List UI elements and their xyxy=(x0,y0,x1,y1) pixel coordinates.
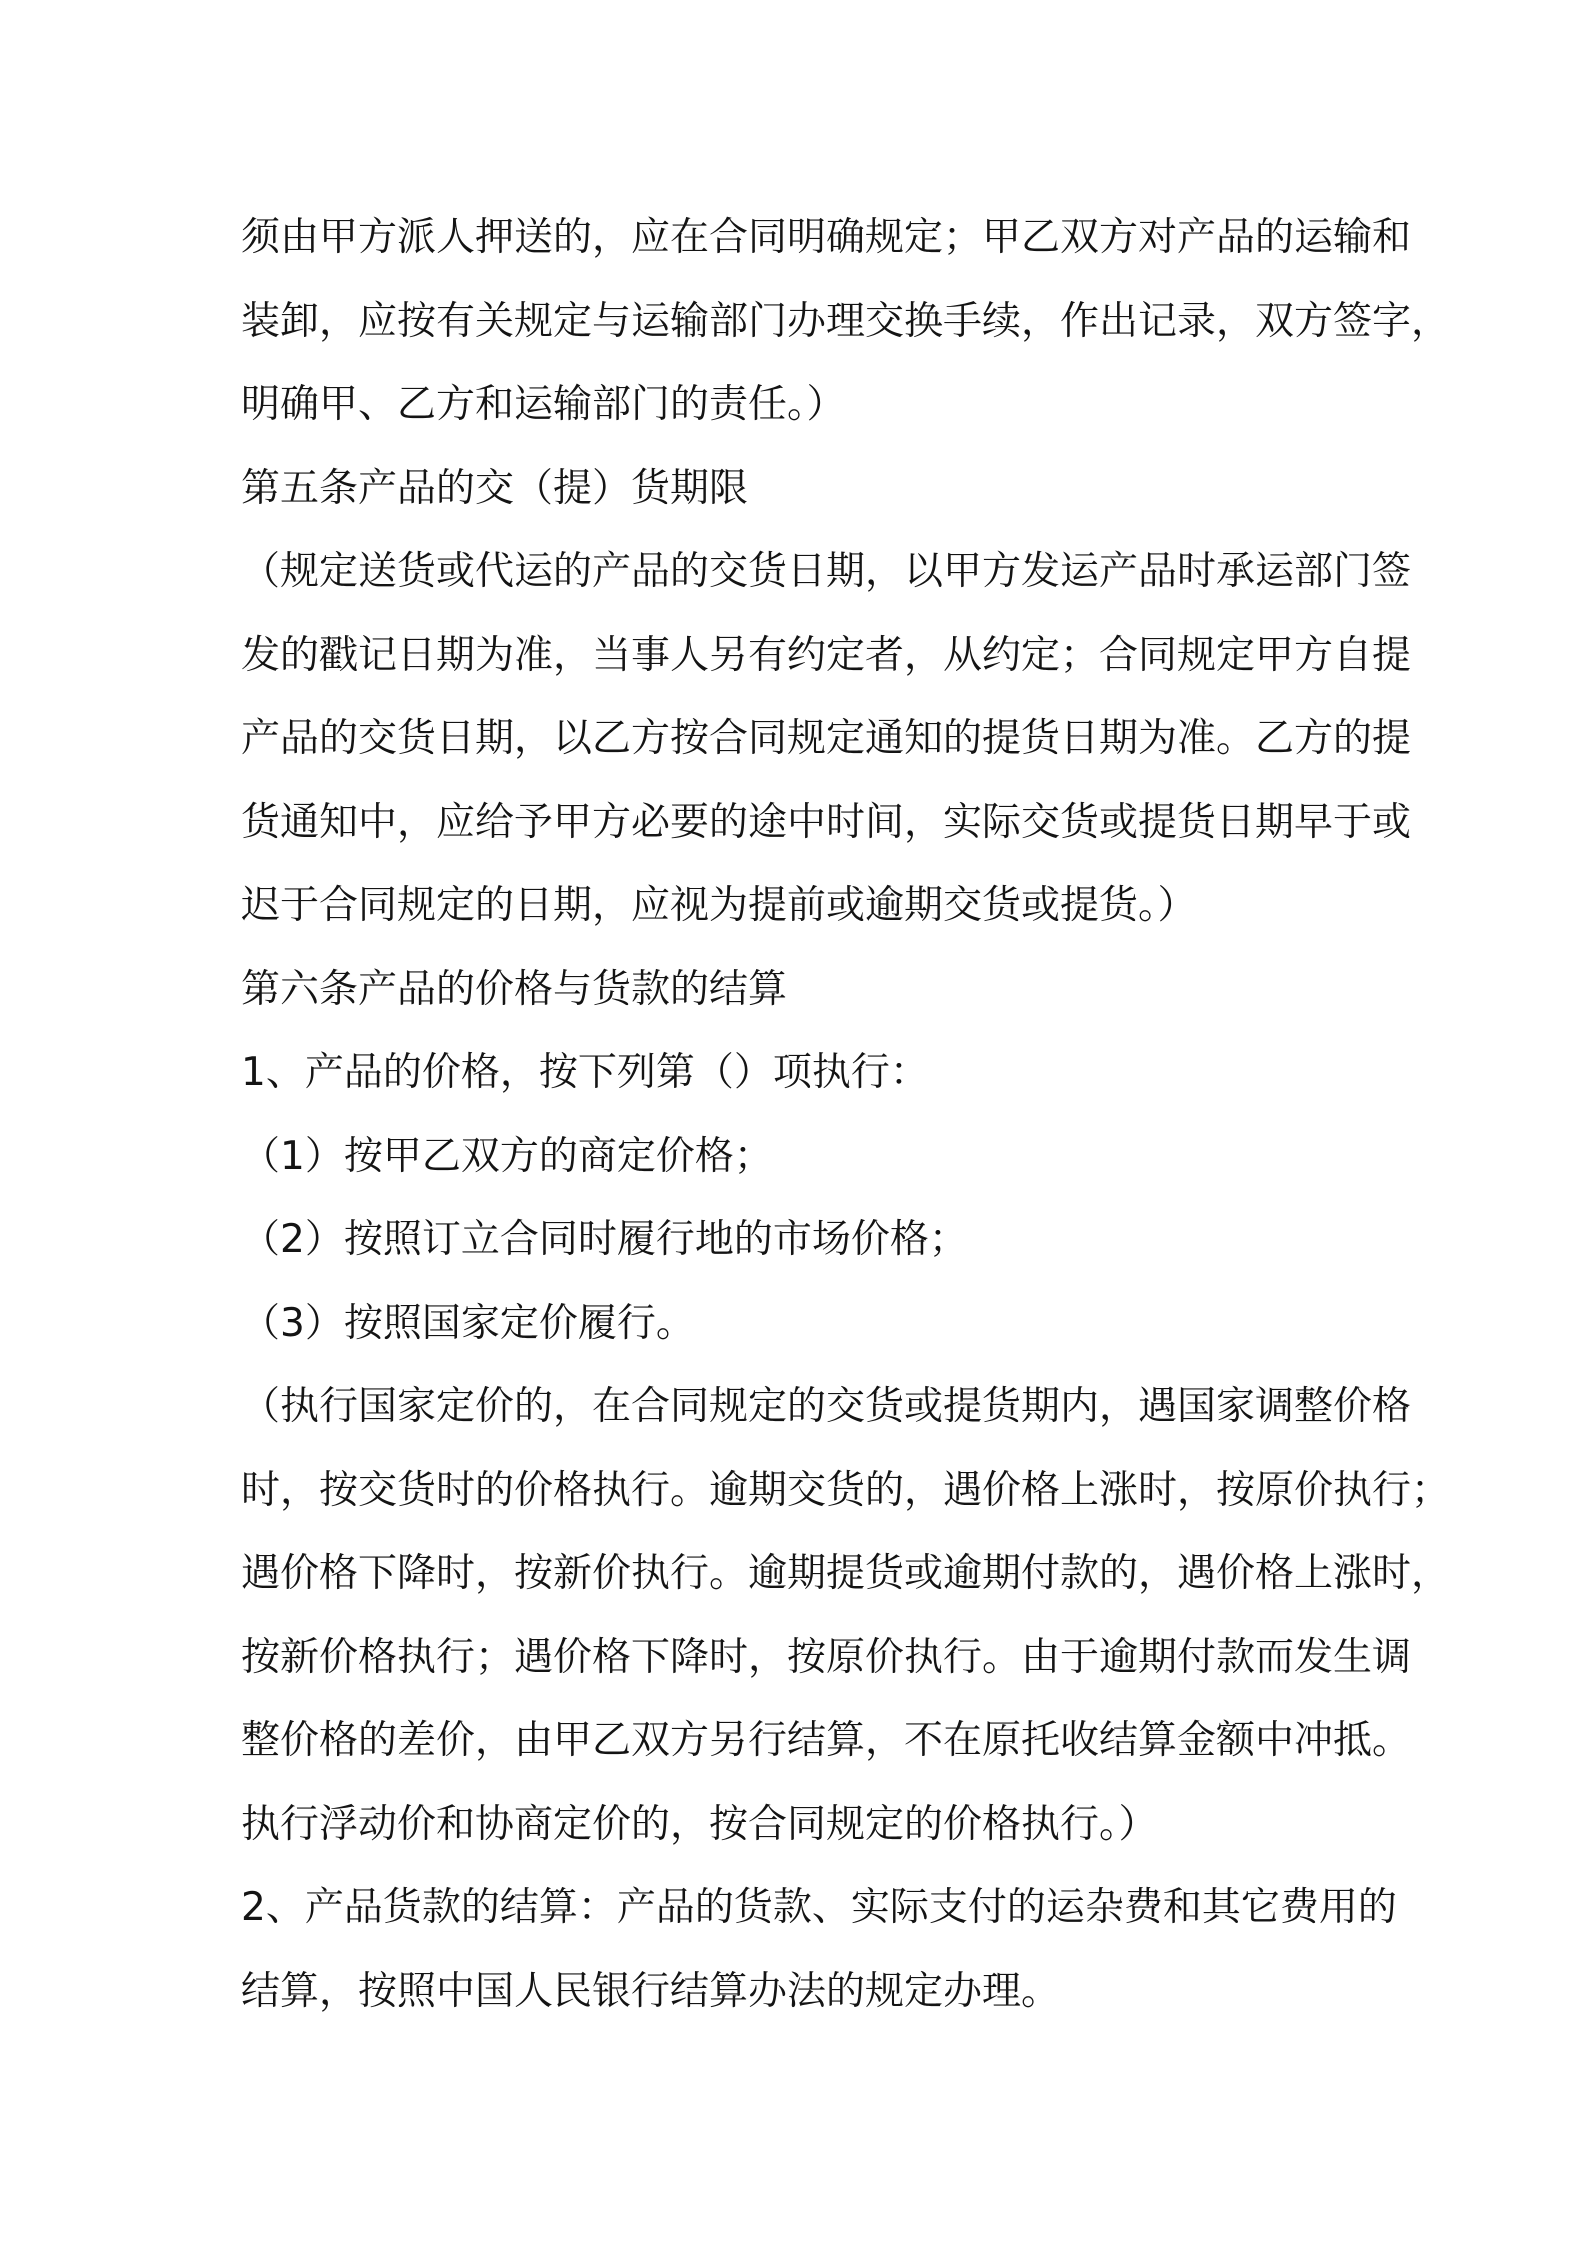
paragraph-line: 货通知中，应给予甲方必要的途中时间，实际交货或提货日期早于或 xyxy=(241,799,1412,845)
paragraph-line: 发的戳记日期为准，当事人另有约定者，从约定；合同规定甲方自提 xyxy=(241,632,1412,678)
paragraph-line: 结算，按照中国人民银行结算办法的规定办理。 xyxy=(241,1968,1061,2014)
paragraph-line: 遇价格下降时，按新价执行。逾期提货或逾期付款的，遇价格上涨时， xyxy=(241,1551,1451,1596)
list-item: （3）按照国家定价履行。 xyxy=(241,1300,695,1346)
list-item: （1）按甲乙双方的商定价格； xyxy=(241,1133,773,1179)
document-body xyxy=(241,196,1451,2033)
section-heading: 第五条产品的交（提）货期限 xyxy=(241,465,749,511)
list-item: （2）按照订立合同时履行地的市场价格； xyxy=(241,1217,968,1262)
paragraph-line: 装卸，应按有关规定与运输部门办理交换手续，作出记录，双方签字， xyxy=(241,298,1451,344)
paragraph-line: 明确甲、乙方和运输部门的责任。） xyxy=(241,382,846,427)
paragraph-line: 须由甲方派人押送的，应在合同明确规定；甲乙双方对产品的运输和 xyxy=(241,215,1412,260)
paragraph-line: 执行浮动价和协商定价的，按合同规定的价格执行。） xyxy=(241,1801,1158,1847)
paragraph-line: （规定送货或代运的产品的交货日期，以甲方发运产品时承运部门签 xyxy=(241,549,1412,594)
list-item: 1、产品的价格，按下列第（）项执行： xyxy=(241,1050,929,1095)
list-item: 2、产品货款的结算：产品的货款、实际支付的运杂费和其它费用的 xyxy=(241,1885,1397,1930)
paragraph-line: （执行国家定价的，在合同规定的交货或提货期内，遇国家调整价格 xyxy=(241,1384,1412,1429)
paragraph-line: 时，按交货时的价格执行。逾期交货的，遇价格上涨时，按原价执行； xyxy=(241,1467,1451,1513)
paragraph-line: 按新价格执行；遇价格下降时，按原价执行。由于逾期付款而发生调 xyxy=(241,1634,1412,1680)
paragraph-line: 迟于合同规定的日期，应视为提前或逾期交货或提货。） xyxy=(241,883,1197,928)
paragraph-line: 产品的交货日期，以乙方按合同规定通知的提货日期为准。乙方的提 xyxy=(241,716,1412,761)
section-heading: 第六条产品的价格与货款的结算 xyxy=(241,966,788,1012)
paragraph-line: 整价格的差价，由甲乙双方另行结算，不在原托收结算金额中冲抵。 xyxy=(241,1718,1412,1763)
